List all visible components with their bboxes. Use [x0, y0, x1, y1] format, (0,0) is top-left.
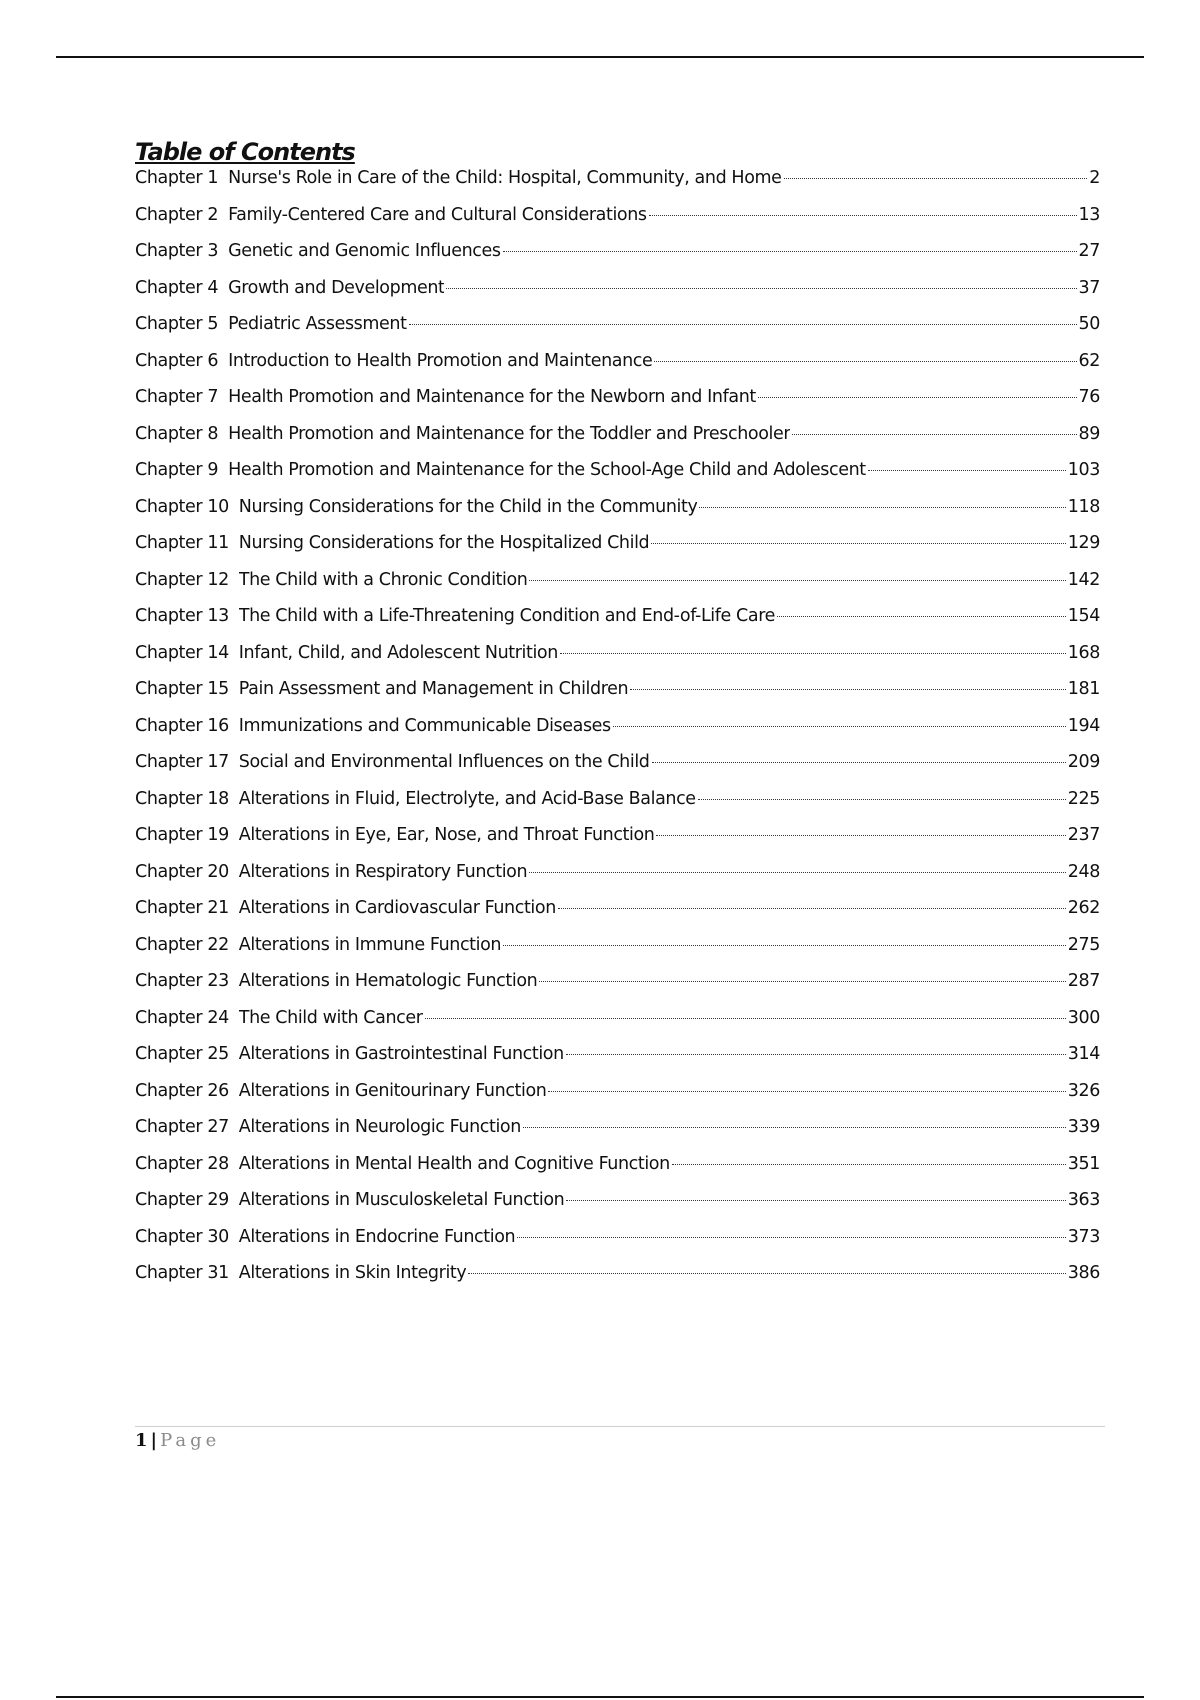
toc-entry[interactable]: [135, 168, 1100, 205]
toc-chapter-number: Chapter 2: [135, 204, 219, 225]
toc-page-number: 287: [1067, 971, 1100, 991]
toc-page-number: 386: [1067, 1263, 1100, 1283]
toc-dot-leader: [523, 1127, 1066, 1128]
toc-entry[interactable]: [135, 570, 1100, 607]
toc-dot-leader: [529, 580, 1065, 581]
toc-page-number: 209: [1067, 752, 1100, 772]
toc-dot-leader: [566, 1200, 1065, 1201]
toc-entry[interactable]: [135, 679, 1100, 716]
toc-chapter-number: Chapter 26: [135, 1080, 229, 1101]
toc-page-number: 118: [1067, 496, 1100, 517]
toc-chapter-title: Alterations in Neurologic Function: [238, 1117, 521, 1137]
toc-page-number: 76: [1078, 387, 1100, 407]
toc-dot-leader: [654, 361, 1076, 362]
toc-chapter-number: Chapter 25: [135, 1044, 229, 1064]
toc-entry[interactable]: [135, 716, 1100, 753]
toc-dot-leader: [699, 507, 1065, 508]
toc-page-number: 2: [1089, 168, 1100, 188]
toc-chapter-title: Social and Environmental Influences on the Child: [238, 752, 650, 772]
toc-chapter-number: Chapter 13: [135, 606, 229, 626]
toc-chapter-number: Chapter 21: [135, 898, 229, 918]
toc-dot-leader: [468, 1273, 1065, 1274]
toc-chapter-number: Chapter 28: [135, 1153, 229, 1174]
toc-dot-leader: [630, 689, 1066, 690]
toc-entry[interactable]: [135, 314, 1100, 351]
toc-page-number: 300: [1067, 1007, 1100, 1028]
toc-dot-leader: [652, 762, 1066, 763]
toc-page-number: 237: [1067, 825, 1100, 845]
toc-chapter-title: Genetic and Genomic Influences: [228, 241, 501, 261]
toc-entry[interactable]: [135, 971, 1100, 1008]
toc-chapter-title: Pain Assessment and Management in Children: [238, 679, 629, 699]
toc-page-number: 262: [1067, 898, 1100, 918]
top-rule: [56, 56, 1144, 58]
toc-page-number: 168: [1067, 642, 1100, 663]
table-of-contents: [135, 138, 1100, 1300]
toc-dot-leader: [698, 799, 1066, 800]
toc-chapter-title: Family-Centered Care and Cultural Considerations: [228, 204, 647, 225]
toc-entry[interactable]: [135, 497, 1100, 534]
toc-entry[interactable]: [135, 1117, 1100, 1154]
toc-chapter-title: Health Promotion and Maintenance for the Toddler and Preschooler: [228, 423, 791, 444]
toc-dot-leader: [777, 616, 1066, 617]
toc-chapter-title: Alterations in Genitourinary Function: [238, 1080, 547, 1101]
toc-dot-leader: [503, 945, 1066, 946]
toc-entry[interactable]: [135, 1154, 1100, 1191]
toc-entry[interactable]: [135, 1227, 1100, 1264]
toc-chapter-title: Infant, Child, and Adolescent Nutrition: [238, 642, 558, 663]
toc-chapter-title: Nursing Considerations for the Hospitalized Child: [238, 533, 650, 553]
toc-page-number: 314: [1067, 1044, 1100, 1064]
toc-dot-leader: [503, 251, 1077, 252]
toc-chapter-number: Chapter 31: [135, 1263, 229, 1283]
toc-chapter-title: Alterations in Cardiovascular Function: [238, 898, 556, 918]
bottom-rule: [56, 1696, 1144, 1698]
toc-entry[interactable]: [135, 205, 1100, 242]
toc-chapter-number: Chapter 23: [135, 971, 229, 991]
toc-entry[interactable]: [135, 1190, 1100, 1227]
toc-dot-leader: [409, 324, 1077, 325]
toc-dot-leader: [517, 1237, 1066, 1238]
toc-entry[interactable]: [135, 862, 1100, 899]
toc-page-number: 248: [1067, 861, 1100, 882]
toc-chapter-number: Chapter 20: [135, 861, 229, 882]
toc-chapter-title: The Child with Cancer: [238, 1007, 423, 1028]
toc-page-number: 13: [1078, 204, 1100, 225]
toc-page-number: 37: [1078, 277, 1100, 298]
toc-entry[interactable]: [135, 1008, 1100, 1045]
toc-chapter-title: Health Promotion and Maintenance for the School-Age Child and Adolescent: [228, 460, 866, 480]
toc-dot-leader: [672, 1164, 1066, 1165]
toc-title: Table of Contents: [135, 138, 355, 166]
toc-page-number: 27: [1078, 241, 1100, 261]
footer-page-label: Page: [160, 1430, 221, 1451]
toc-chapter-title: Immunizations and Communicable Diseases: [238, 715, 611, 736]
toc-chapter-title: Alterations in Endocrine Function: [238, 1226, 516, 1247]
toc-chapter-title: Pediatric Assessment: [228, 314, 407, 334]
toc-chapter-number: Chapter 17: [135, 752, 229, 772]
toc-dot-leader: [868, 470, 1066, 471]
toc-dot-leader: [425, 1018, 1066, 1019]
toc-chapter-number: Chapter 18: [135, 788, 229, 809]
toc-chapter-title: The Child with a Life-Threatening Condition and End-of-Life Care: [238, 606, 775, 626]
toc-chapter-number: Chapter 12: [135, 569, 229, 590]
toc-chapter-number: Chapter 7: [135, 387, 219, 407]
toc-dot-leader: [558, 908, 1066, 909]
toc-page-number: 326: [1067, 1080, 1100, 1101]
toc-chapter-number: Chapter 9: [135, 460, 219, 480]
toc-chapter-number: Chapter 29: [135, 1190, 229, 1210]
toc-dot-leader: [560, 653, 1066, 654]
page-footer: [135, 1430, 220, 1452]
toc-chapter-number: Chapter 30: [135, 1226, 229, 1247]
toc-chapter-number: Chapter 24: [135, 1007, 229, 1028]
toc-chapter-title: Alterations in Mental Health and Cognitive Function: [238, 1153, 670, 1174]
toc-chapter-number: Chapter 1: [135, 168, 219, 188]
toc-chapter-title: The Child with a Chronic Condition: [238, 569, 528, 590]
toc-chapter-number: Chapter 4: [135, 277, 219, 298]
toc-page-number: 194: [1067, 715, 1100, 736]
toc-dot-leader: [784, 178, 1088, 179]
toc-page-number: 181: [1067, 679, 1100, 699]
toc-page-number: 62: [1078, 350, 1100, 371]
toc-chapter-title: Nurse's Role in Care of the Child: Hospital, Community, and Home: [228, 168, 782, 188]
toc-page-number: 154: [1067, 606, 1100, 626]
toc-dot-leader: [548, 1091, 1065, 1092]
toc-chapter-title: Alterations in Gastrointestinal Function: [238, 1044, 564, 1064]
toc-dot-leader: [758, 397, 1077, 398]
toc-entry[interactable]: [135, 752, 1100, 789]
toc-page-number: 129: [1067, 533, 1100, 553]
toc-chapter-number: Chapter 11: [135, 533, 229, 553]
toc-entry[interactable]: [135, 533, 1100, 570]
toc-dot-leader: [649, 215, 1077, 216]
toc-chapter-number: Chapter 16: [135, 715, 229, 736]
toc-entry[interactable]: [135, 789, 1100, 826]
toc-page-number: 275: [1067, 934, 1100, 955]
toc-entry[interactable]: [135, 606, 1100, 643]
toc-page-number: 103: [1067, 460, 1100, 480]
toc-page-number: 50: [1078, 314, 1100, 334]
toc-dot-leader: [792, 434, 1076, 435]
toc-entry[interactable]: [135, 1081, 1100, 1118]
toc-page-number: 339: [1067, 1117, 1100, 1137]
footer-separator: |: [150, 1430, 158, 1451]
toc-entry[interactable]: [135, 898, 1100, 935]
toc-dot-leader: [651, 543, 1066, 544]
toc-entry[interactable]: [135, 278, 1100, 315]
toc-chapter-number: Chapter 5: [135, 314, 219, 334]
toc-chapter-number: Chapter 3: [135, 241, 219, 261]
toc-entry[interactable]: [135, 1044, 1100, 1081]
toc-entry[interactable]: [135, 825, 1100, 862]
toc-dot-leader: [446, 288, 1076, 289]
toc-entry[interactable]: [135, 935, 1100, 972]
toc-chapter-title: Alterations in Musculoskeletal Function: [238, 1190, 565, 1210]
toc-chapter-title: Nursing Considerations for the Child in the Community: [238, 496, 698, 517]
toc-chapter-number: Chapter 14: [135, 642, 229, 663]
toc-page-number: 142: [1067, 569, 1100, 590]
toc-dot-leader: [529, 872, 1066, 873]
toc-dot-leader: [613, 726, 1066, 727]
toc-dot-leader: [656, 835, 1065, 836]
footer-page-number: 1: [135, 1430, 148, 1451]
toc-chapter-number: Chapter 15: [135, 679, 229, 699]
toc-chapter-number: Chapter 10: [135, 496, 229, 517]
toc-chapter-number: Chapter 8: [135, 423, 219, 444]
toc-chapter-title: Alterations in Hematologic Function: [238, 971, 538, 991]
toc-chapter-title: Introduction to Health Promotion and Maintenance: [228, 350, 653, 371]
toc-chapter-number: Chapter 6: [135, 350, 219, 371]
toc-chapter-title: Growth and Development: [228, 277, 445, 298]
toc-dot-leader: [566, 1054, 1066, 1055]
toc-chapter-title: Alterations in Respiratory Function: [238, 861, 528, 882]
toc-entry[interactable]: [135, 387, 1100, 424]
toc-entry[interactable]: [135, 241, 1100, 278]
toc-page-number: 373: [1067, 1226, 1100, 1247]
toc-chapter-title: Alterations in Fluid, Electrolyte, and Acid-Base Balance: [238, 788, 696, 809]
toc-page-number: 225: [1067, 788, 1100, 809]
toc-entry[interactable]: [135, 424, 1100, 461]
toc-page-number: 351: [1067, 1153, 1100, 1174]
toc-chapter-title: Alterations in Immune Function: [238, 934, 502, 955]
toc-entry[interactable]: [135, 1263, 1100, 1300]
footer-rule: [135, 1426, 1105, 1427]
toc-chapter-number: Chapter 19: [135, 825, 229, 845]
toc-entry[interactable]: [135, 643, 1100, 680]
toc-chapter-number: Chapter 27: [135, 1117, 229, 1137]
toc-page-number: 363: [1067, 1190, 1100, 1210]
toc-entry[interactable]: [135, 460, 1100, 497]
toc-entry[interactable]: [135, 351, 1100, 388]
toc-chapter-number: Chapter 22: [135, 934, 229, 955]
toc-chapter-title: Alterations in Eye, Ear, Nose, and Throat Function: [238, 825, 655, 845]
toc-dot-leader: [539, 981, 1065, 982]
toc-chapter-title: Alterations in Skin Integrity: [238, 1263, 467, 1283]
toc-list: [135, 168, 1100, 1300]
toc-chapter-title: Health Promotion and Maintenance for the Newborn and Infant: [228, 387, 756, 407]
toc-page-number: 89: [1078, 423, 1100, 444]
